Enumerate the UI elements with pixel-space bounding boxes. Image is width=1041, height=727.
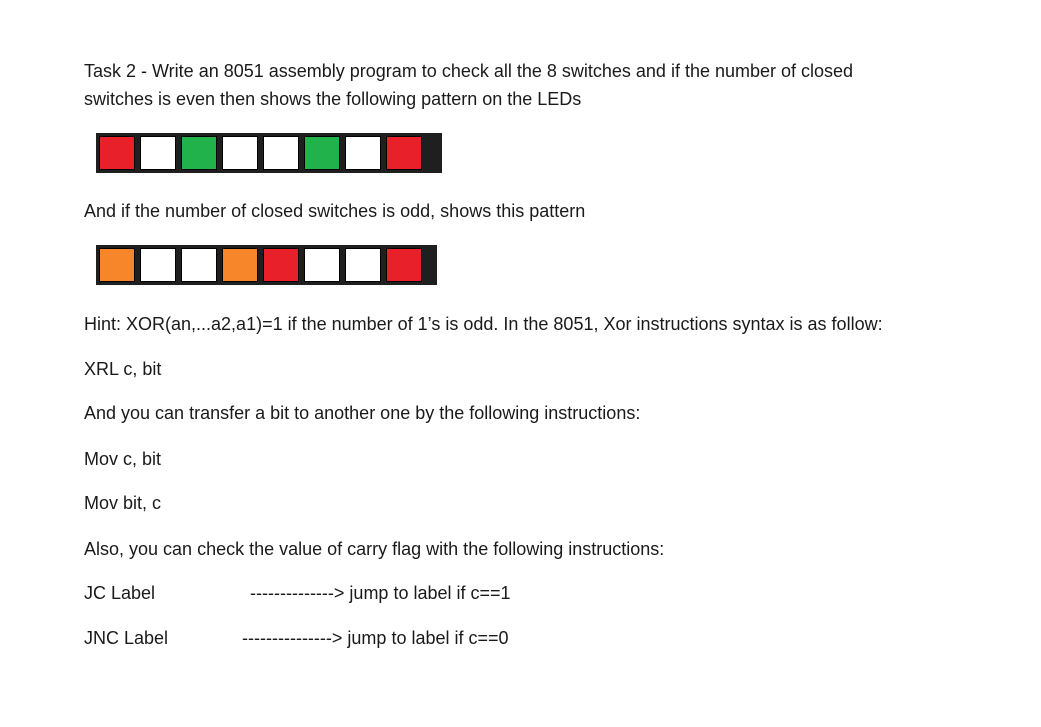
odd-led-7 [345, 248, 381, 282]
transfer-text: And you can transfer a bit to another one by the following instructions: [84, 403, 641, 423]
odd-led-3 [181, 248, 217, 282]
jc-description: --------------> jump to label if c==1 [250, 583, 511, 603]
even-led-6 [304, 136, 340, 170]
even-led-7 [345, 136, 381, 170]
mov-c-bit-instruction: Mov c, bit [84, 449, 162, 469]
even-led-8 [386, 136, 422, 170]
odd-pattern-text: And if the number of closed switches is odd, shows this pattern [84, 201, 586, 221]
even-led-5 [263, 136, 299, 170]
odd-led-1 [99, 248, 135, 282]
even-led-3 [181, 136, 217, 170]
even-led-2 [140, 136, 176, 170]
even-led-1 [99, 136, 135, 170]
odd-led-pattern [96, 245, 437, 285]
odd-led-5 [263, 248, 299, 282]
jc-label: JC Label [84, 583, 156, 603]
carry-text: Also, you can check the value of carry flag with the following instructions: [84, 539, 665, 559]
task-title-line-2: switches is even then shows the following pattern on the LEDs [84, 89, 582, 109]
odd-led-8 [386, 248, 422, 282]
even-led-4 [222, 136, 258, 170]
jnc-label: JNC Label [84, 628, 169, 648]
hint-text: Hint: XOR(an,...a2,a1)=1 if the number of 1’s is odd. In the 8051, Xor instructions syntax is as follow: [84, 314, 883, 334]
task-title-line-1: Task 2 - Write an 8051 assembly program to check all the 8 switches and if the number of closed [84, 61, 854, 81]
odd-led-2 [140, 248, 176, 282]
even-led-pattern [96, 133, 442, 173]
jnc-description: ---------------> jump to label if c==0 [242, 628, 509, 648]
odd-led-4 [222, 248, 258, 282]
mov-bit-c-instruction: Mov bit, c [84, 493, 162, 513]
xrl-instruction: XRL c, bit [84, 359, 162, 379]
odd-led-6 [304, 248, 340, 282]
